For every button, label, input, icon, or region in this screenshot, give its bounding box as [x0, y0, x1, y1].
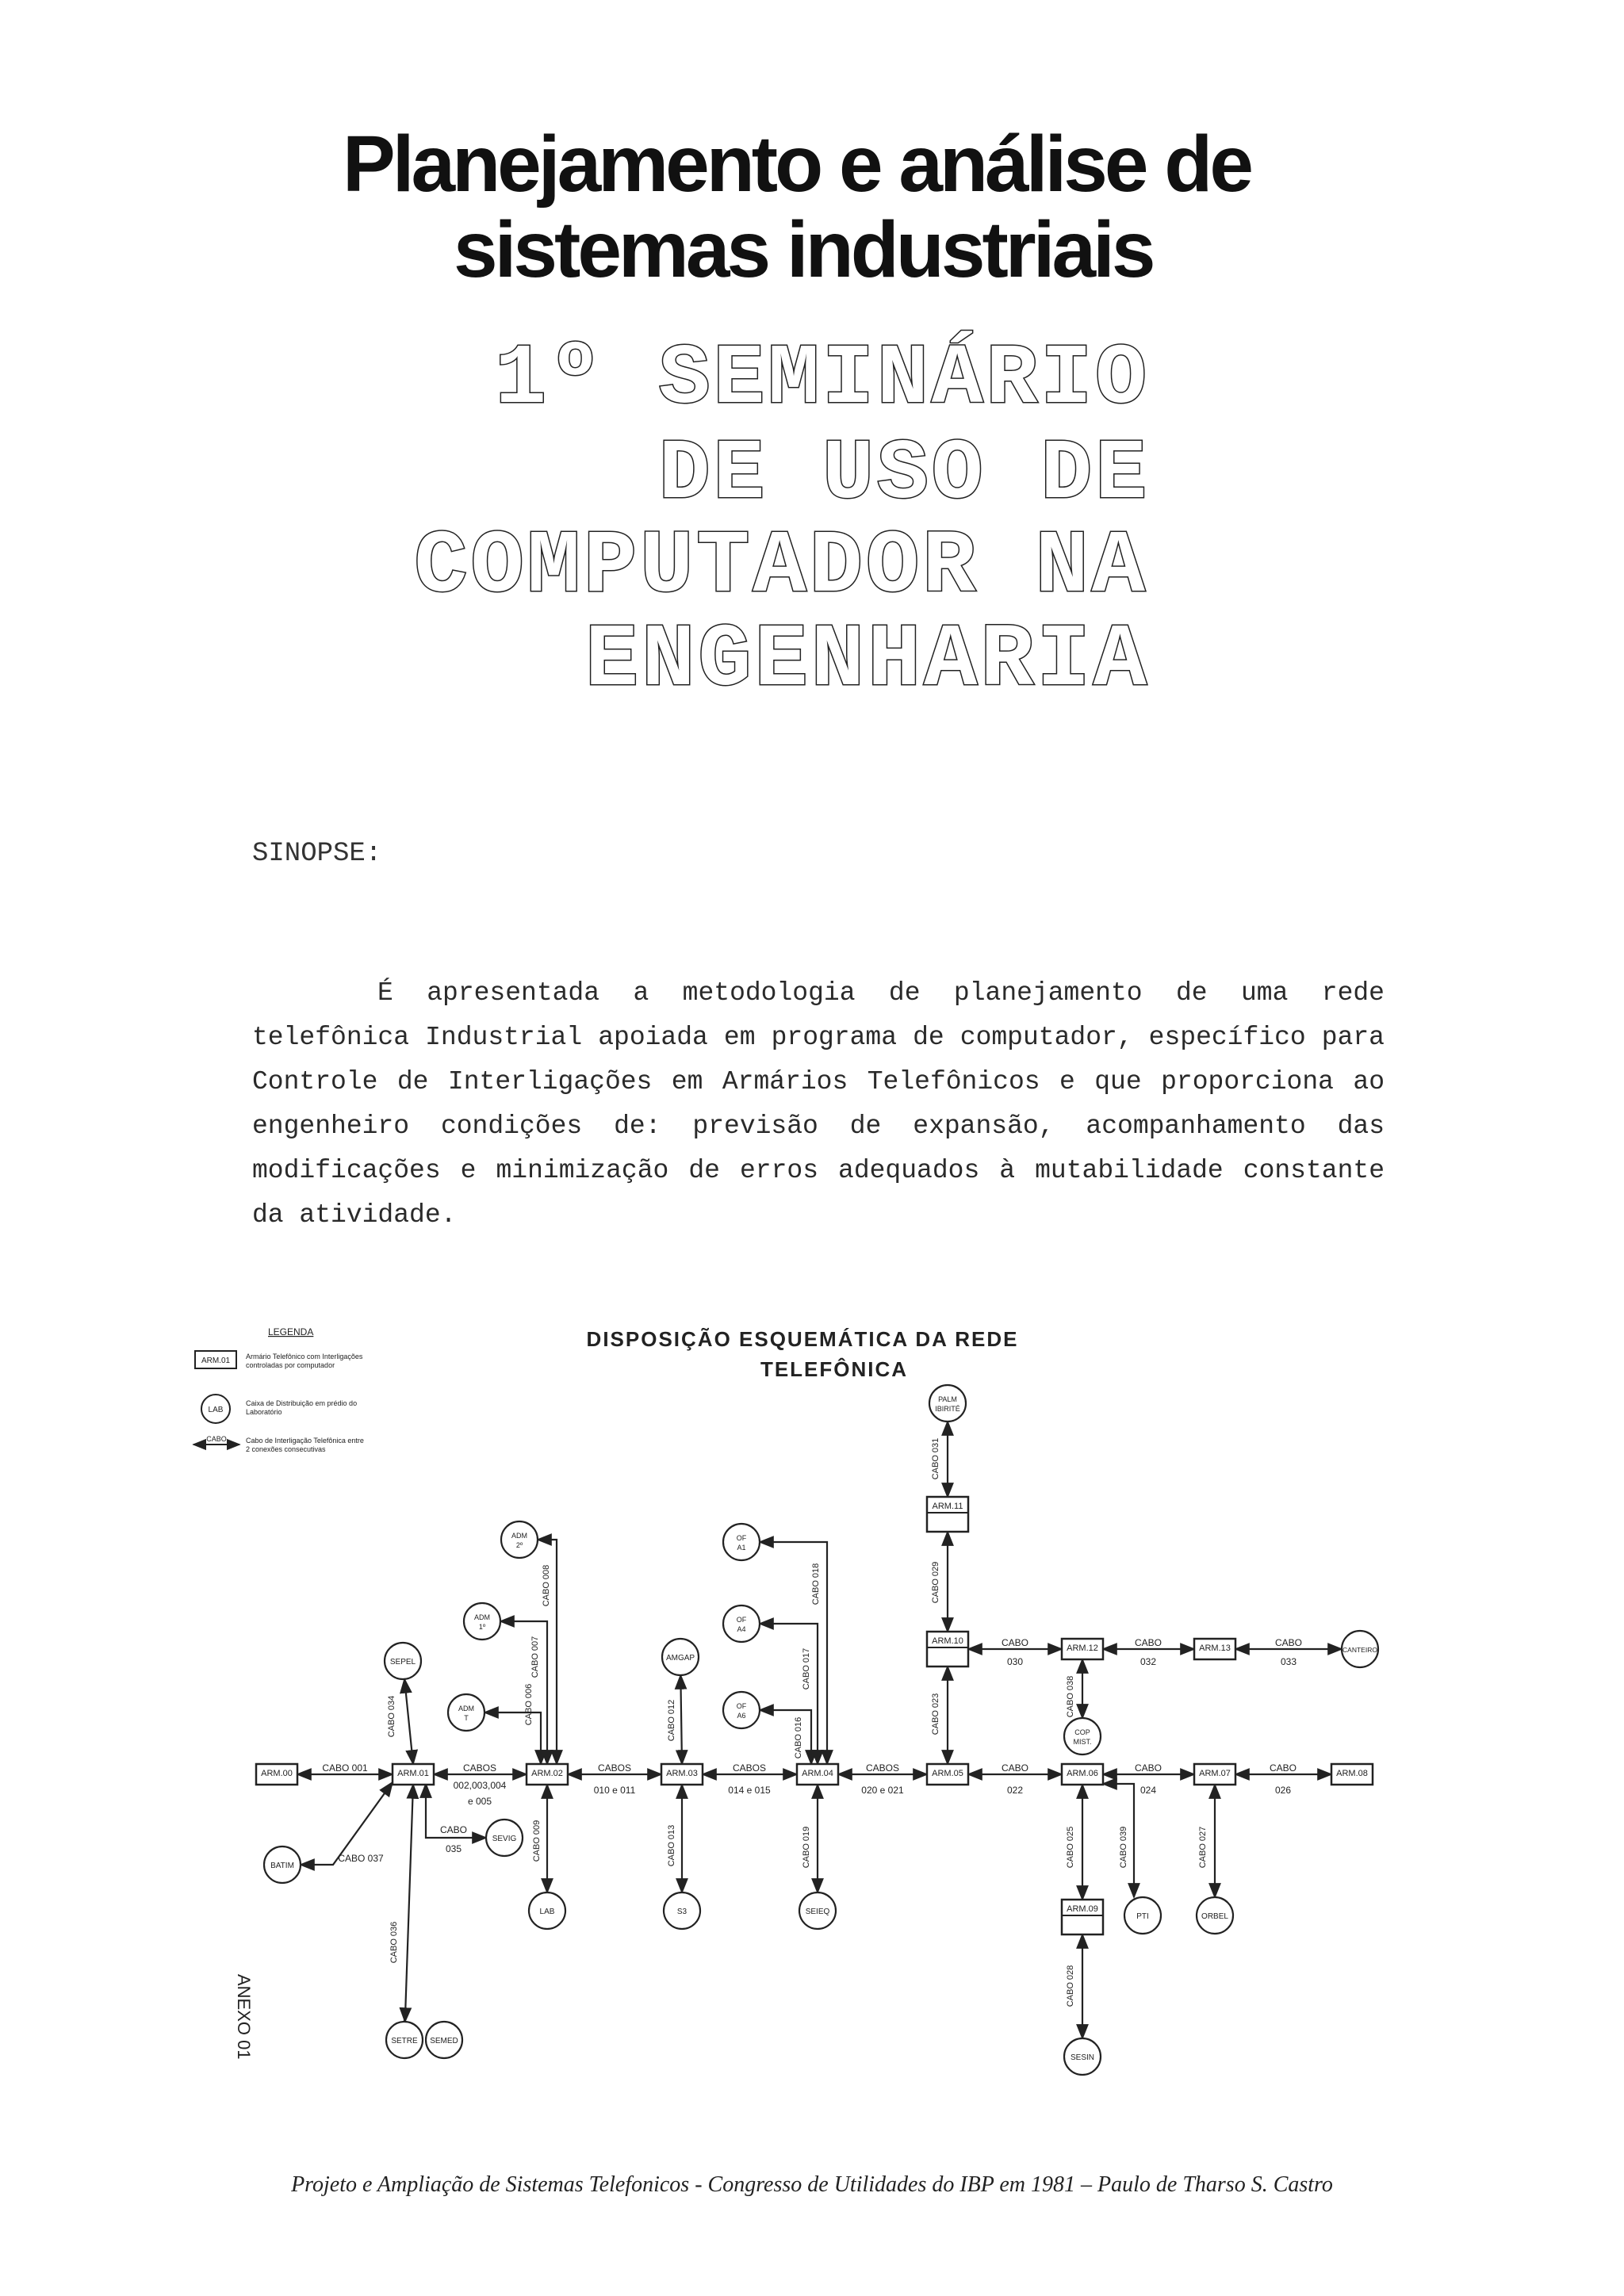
cable-016 — [760, 1710, 811, 1764]
box-canteiro — [1342, 1631, 1378, 1667]
cable-label: CABO 039 — [1119, 1826, 1128, 1869]
cable-label: CABO 038 — [1066, 1675, 1075, 1718]
cable-017 — [760, 1624, 818, 1764]
box-orbel — [1197, 1897, 1233, 1934]
cable-label: CABO — [1134, 1637, 1162, 1648]
legend-box-label: LAB — [208, 1406, 224, 1414]
box-label: OF — [736, 1616, 747, 1624]
seminar-stamp-line2: DE USO DE — [658, 427, 1150, 523]
cabinet-label: ARM.02 — [531, 1769, 563, 1778]
cable-label: CABOS — [597, 1762, 632, 1774]
cabinet-label: ARM.08 — [1336, 1769, 1368, 1778]
network-diagram — [174, 1316, 1427, 2109]
cable-label: CABO 001 — [322, 1762, 368, 1774]
cable-label: CABOS — [732, 1762, 767, 1774]
box-cop-mist — [1064, 1718, 1101, 1755]
cabinet-arm-11 — [927, 1497, 968, 1532]
annex-label: ANEXO 01 — [234, 1974, 254, 2060]
cabinet-label: ARM.06 — [1067, 1769, 1098, 1778]
cabinet-arm-00 — [256, 1764, 297, 1785]
diagram-legend — [193, 1326, 364, 1453]
box-label: BATIM — [270, 1862, 294, 1870]
cabinet-label: ARM.12 — [1067, 1644, 1098, 1653]
cable-034 — [404, 1679, 413, 1764]
cable-label: CABO — [1001, 1637, 1029, 1648]
cabinet-label: ARM.05 — [932, 1769, 963, 1778]
cable-label: CABO 013 — [667, 1824, 676, 1867]
cable-label: CABO 025 — [1066, 1826, 1075, 1869]
cabinet-label: ARM.11 — [932, 1502, 963, 1511]
cable-label: CABO 012 — [667, 1699, 676, 1742]
cable-label: 030 — [1006, 1656, 1024, 1667]
box-circle — [929, 1385, 966, 1422]
cable-label: CABO 009 — [532, 1820, 542, 1862]
cable-label: CABO 037 — [338, 1853, 384, 1864]
box-label: IBIRITÉ — [935, 1405, 960, 1413]
box-label: SETRE — [391, 2037, 418, 2045]
box-adm-2 — [501, 1521, 538, 1558]
cabinet-label: ARM.04 — [802, 1769, 833, 1778]
box-adm-1 — [464, 1603, 500, 1640]
cable-label: CABOS — [865, 1762, 900, 1774]
cable-label: 026 — [1274, 1785, 1292, 1796]
box-adm-t — [448, 1694, 485, 1731]
box-sepel — [385, 1643, 421, 1679]
cabinet-arm-03 — [661, 1764, 703, 1785]
box-label: COP — [1074, 1728, 1090, 1736]
cabinet-arm-08 — [1331, 1764, 1373, 1785]
cabinet-arm-01 — [393, 1764, 434, 1785]
seminar-stamp-line3: COMPUTADOR NA — [414, 517, 1148, 618]
cabinet-arm-09 — [1062, 1900, 1103, 1934]
cabinet-label: ARM.10 — [932, 1636, 963, 1646]
box-setre — [386, 2022, 423, 2058]
legend-cable-label: CABO — [206, 1435, 227, 1443]
box-label: OF — [736, 1534, 747, 1542]
cabinet-arm-02 — [527, 1764, 568, 1785]
box-label: ADM — [458, 1705, 474, 1712]
box-palm-ibirite — [929, 1385, 966, 1422]
box-of-a4 — [723, 1605, 760, 1642]
diagram-title-line2: TELEFÔNICA — [760, 1357, 909, 1381]
cable-label: CABO 034 — [387, 1695, 396, 1738]
cable-label: CABO 027 — [1198, 1826, 1208, 1869]
box-seieq — [799, 1892, 836, 1929]
cabinet-arm-12 — [1062, 1639, 1103, 1659]
box-circle — [723, 1692, 760, 1728]
legend-cable-text2: 2 conexões consecutivas — [246, 1445, 326, 1453]
box-label: CANTEIRO — [1342, 1646, 1377, 1654]
cable-label: 020 e 021 — [861, 1785, 904, 1796]
box-semed — [426, 2022, 462, 2058]
box-label: PTI — [1136, 1912, 1149, 1921]
box-lab — [529, 1892, 565, 1929]
cable-label: CABO 036 — [389, 1921, 399, 1964]
legend-cabinet-text2: controladas por computador — [246, 1361, 335, 1369]
diagram-title-line1: DISPOSIÇÃO ESQUEMÁTICA DA REDE — [586, 1327, 1019, 1351]
cable-label: CABO 031 — [931, 1437, 940, 1480]
box-circle — [723, 1605, 760, 1642]
synopsis-heading: SINOPSE: — [252, 839, 382, 869]
box-label: 1º — [478, 1623, 486, 1631]
cable-label: CABO — [1269, 1762, 1297, 1774]
seminar-stamp-line4: ENGENHARIA — [584, 610, 1150, 711]
cable-label: 022 — [1006, 1785, 1024, 1796]
cable-label: 035 — [445, 1843, 462, 1854]
box-label: SEPEL — [389, 1658, 416, 1667]
cable-label: CABO 017 — [802, 1647, 811, 1690]
cable-label: 010 e 011 — [593, 1785, 636, 1796]
box-label: AMGAP — [665, 1654, 695, 1663]
cabinet-label: ARM.01 — [397, 1769, 429, 1778]
box-label: ORBEL — [1201, 1912, 1228, 1921]
box-circle — [464, 1603, 500, 1640]
cable-label: 033 — [1280, 1656, 1297, 1667]
page-title-line1: Planejamento e análise de — [343, 120, 1251, 209]
box-label: A4 — [737, 1625, 746, 1633]
cable-label: CABO 019 — [802, 1826, 811, 1869]
cable-label: CABO 006 — [524, 1683, 534, 1726]
box-sesin — [1064, 2038, 1101, 2075]
cabinet-arm-13 — [1194, 1639, 1235, 1659]
legend-box-text2: Laboratório — [246, 1408, 282, 1416]
cabinet-label: ARM.03 — [666, 1769, 698, 1778]
footer-citation: Projeto e Ampliação de Sistemas Telefonicos - Congresso de Utilidades do IBP em 1981 – Paulo de Tharso S. Castro — [291, 2172, 1333, 2197]
box-label: ADM — [511, 1532, 527, 1540]
legend-cabinet-text1: Armário Telefônico com Interligações — [246, 1353, 363, 1360]
box-batim — [264, 1846, 301, 1883]
box-label: MIST. — [1073, 1738, 1092, 1746]
box-label: A1 — [737, 1544, 746, 1552]
box-label: SEIEQ — [805, 1908, 830, 1916]
seminar-stamp-line1: 1º SEMINÁRIO — [495, 331, 1150, 428]
box-label: PALM — [938, 1395, 957, 1403]
cabinet-arm-05 — [927, 1764, 968, 1785]
box-circle — [723, 1524, 760, 1560]
box-of-a1 — [723, 1524, 760, 1560]
box-label: OF — [736, 1702, 747, 1710]
cable-label: 032 — [1139, 1656, 1157, 1667]
cable-label: CABO — [439, 1824, 468, 1835]
cabinet-label: ARM.07 — [1199, 1769, 1231, 1778]
legend-cable-text1: Cabo de Interligação Telefônica entre — [246, 1437, 364, 1445]
cable-label: CABO 007 — [530, 1636, 540, 1678]
legend-box-text1: Caixa de Distribuição em prédio do — [246, 1399, 358, 1407]
cabinet-arm-10 — [927, 1632, 968, 1667]
cable-label: CABO 029 — [931, 1561, 940, 1604]
synopsis-text: É apresentada a metodologia de planejamento de uma rede telefônica Industrial apoiada em programa de computador, específico para Controle de Interligações em Armários Telefônicos e que proporciona ao engenheiro condições de: previsão de expansão, acompanhamento das modificações e minimização de erros adequados à mutabilidade constante da atividade. — [252, 978, 1385, 1230]
cable-label: CABO — [1001, 1762, 1029, 1774]
cable-012 — [680, 1675, 682, 1764]
box-sevig — [486, 1820, 523, 1856]
cable-label: CABO 008 — [542, 1564, 551, 1607]
box-circle — [448, 1694, 485, 1731]
cable-036 — [405, 1785, 413, 2022]
box-amgap — [662, 1639, 699, 1675]
cabinet-label: ARM.09 — [1067, 1904, 1098, 1914]
box-label: S3 — [676, 1908, 688, 1916]
cabinet-arm-06 — [1062, 1764, 1103, 1785]
box-pti — [1124, 1897, 1161, 1934]
legend-cabinet-label: ARM.01 — [201, 1357, 231, 1365]
box-label: A6 — [737, 1712, 746, 1720]
box-label: SEVIG — [492, 1835, 517, 1843]
cable-label: CABO 016 — [794, 1716, 803, 1759]
cable-label: 024 — [1139, 1785, 1157, 1796]
cable-label: e 005 — [467, 1796, 492, 1807]
cable-label: CABO 028 — [1066, 1965, 1075, 2007]
cabinet-label: ARM.13 — [1199, 1644, 1231, 1653]
cable-label: CABO — [1274, 1637, 1303, 1648]
cable-label: 002,003,004 — [453, 1780, 507, 1791]
page-title-line2: sistemas industriais — [454, 205, 1153, 294]
legend-heading: LEGENDA — [268, 1326, 314, 1337]
box-circle — [501, 1521, 538, 1558]
box-of-a6 — [723, 1692, 760, 1728]
cabinet-arm-04 — [797, 1764, 838, 1785]
box-label: ADM — [474, 1613, 490, 1621]
box-label: LAB — [539, 1908, 555, 1916]
cabinet-label: ARM.00 — [261, 1769, 293, 1778]
box-label: 2º — [515, 1541, 523, 1549]
cable-label: CABO — [1134, 1762, 1162, 1774]
box-label: SESIN — [1070, 2053, 1095, 2062]
box-s3 — [664, 1892, 700, 1929]
cable-label: CABO 023 — [931, 1693, 940, 1735]
cabinet-arm-07 — [1194, 1764, 1235, 1785]
box-circle — [1064, 1718, 1101, 1755]
cable-label: CABOS — [462, 1762, 497, 1774]
box-label: SEMED — [430, 2037, 458, 2045]
cable-label: 014 e 015 — [728, 1785, 771, 1796]
cable-label: CABO 018 — [811, 1563, 821, 1605]
box-label: T — [464, 1714, 469, 1722]
